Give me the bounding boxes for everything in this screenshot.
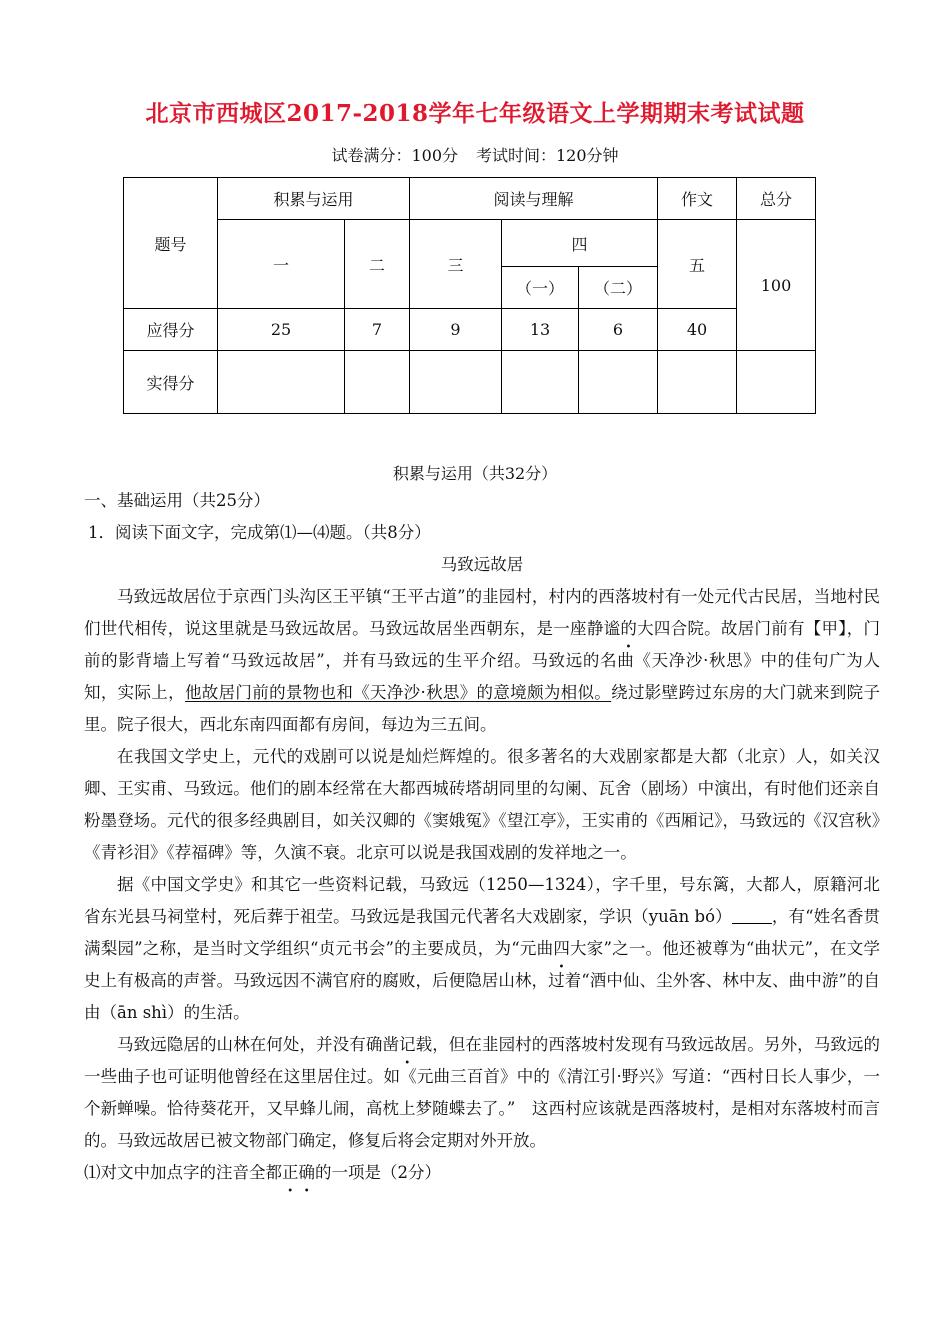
group-reading: 阅读与理解	[410, 178, 658, 220]
question-1-intro: 1．阅读下面文字，完成第⑴—⑷题。（共8分）	[88, 523, 431, 542]
p3-text-b: ，有“姓名香贯满梨园”之称，是当时文学组织“贞元书会”的主要成员，为“元	[84, 907, 880, 958]
exam-time: 考试时间：120分钟	[476, 146, 619, 165]
total-value: 100	[737, 220, 816, 351]
col-q2: 二	[345, 220, 410, 309]
col-q4: 四	[502, 220, 658, 267]
dotted-char: 谧	[603, 619, 621, 638]
actual-q4-2[interactable]	[579, 351, 658, 414]
section-title: 积累与运用（共32分）	[392, 464, 558, 483]
article-paragraph-3	[84, 869, 880, 1029]
col-q4-2: （二）	[579, 267, 658, 309]
article-paragraph-2: 在我国文学史上，元代的戏剧可以说是灿烂辉煌的。很多著名的大戏剧家都是大都（北京）人，如关汉卿、王实甫、马致远。他们的剧本经常在大都西城砖塔胡同里的勾阑、瓦舍（剧场）中演出，有时他们还亲自粉墨登场。元代的很多经典剧目，如关汉卿的《窦娥冤》《望江亭》，王实甫的《西厢记》，马致远的《汉宫秋》《青衫泪》《荐福碑》等，久演不衰。北京可以说是我国戏剧的发祥地之一。	[84, 747, 880, 862]
part-heading: 一、基础运用（共25分）	[84, 491, 270, 510]
p3-text-c: 四大家”之一。他还被尊为“曲状元”，在文学史上有极高的声誉。马致远因不满官府的腐败，后便隐居山林，过着“酒中仙、尘外客、林中友、曲中游”的自由（ān shì）的生活。	[84, 939, 880, 1022]
p4-text-b: 记载，但在韭园村的西落坡村发现有马致远故居。另外，马致远的一些曲子也可证明他曾经在这里居住过。如《元曲三百首》中的《清江引·野兴》写道：“西村日长人事少，一个新蝉噪。恰待葵花开，又早蜂儿闹，高枕上梦随蝶去了。” 这西村应该就是西落坡村，是相对东落坡村而言的。马致远故居已被文物部门确定，修复后将会定期对外开放。	[84, 1035, 881, 1150]
dotted-char: 正	[282, 1163, 299, 1182]
sq1-prefix: ⑴对文中加点字的注音全都	[84, 1163, 282, 1182]
p1-text-b: 的大四合院。故居门前有【甲】，门前的影背墙上写着“马致远故居”，并有马致远的生平介绍。马致远的名曲《天净沙·秋思》中的佳句广为人知，实际上，	[84, 619, 881, 702]
col-total: 总分	[737, 178, 816, 220]
p1-text-a: 马致远故居位于京西门头沟区王平镇“王平古道”的韭园村，村内的西落坡村有一处元代古民居，当地村民们世代相传，说这里就是马致远故居。马致远故居坐西朝东，是一座静	[84, 587, 880, 638]
underlined-sentence: 他故居门前的景物也和《天净沙·秋思》的意境颇为相似。	[184, 683, 612, 702]
col-q4-1: （一）	[502, 267, 579, 309]
dotted-char: 曲	[536, 939, 554, 958]
article-paragraph-4	[84, 1029, 880, 1157]
article-title: 马致远故居	[440, 555, 524, 574]
expected-q5: 40	[658, 309, 737, 351]
page-title: 北京市西城区2017-2018学年七年级语文上学期期末考试试题	[145, 100, 805, 127]
expected-q3: 9	[410, 309, 502, 351]
p1-text-c: 绕过影壁跨过东房的大门就来到院子里。院子很大，西北东南四面都有房间，每边为三五间。	[84, 683, 881, 734]
dotted-char: 凿	[382, 1035, 400, 1054]
col-q3: 三	[410, 220, 502, 309]
expected-q2: 7	[345, 309, 410, 351]
answer-blank[interactable]	[732, 905, 772, 924]
dotted-char: 确	[298, 1163, 315, 1182]
actual-q1[interactable]	[218, 351, 345, 414]
actual-label: 实得分	[124, 351, 218, 414]
group-accumulate: 积累与运用	[218, 178, 410, 220]
expected-q4-1: 13	[502, 309, 579, 351]
sq1-suffix: 的一项是（2分）	[315, 1163, 441, 1182]
expected-q4-2: 6	[579, 309, 658, 351]
actual-q5[interactable]	[658, 351, 737, 414]
question-content	[84, 485, 880, 1189]
sub-question-1	[84, 1157, 880, 1189]
col-q1: 一	[218, 220, 345, 309]
exam-info	[0, 143, 950, 166]
question-no-header: 题号	[124, 178, 218, 309]
expected-label: 应得分	[124, 309, 218, 351]
p4-text-a: 马致远隐居的山林在何处，并没有确	[117, 1035, 383, 1054]
p3-text-a: 据《中国文学史》和其它一些资料记载，马致远（1250—1324），字千里，号东篱，大都人，原籍河北省东光县马祠堂村，死后葬于祖茔。马致远是我国元代著名大戏剧家，学识（yuān bó）	[84, 875, 880, 926]
actual-total[interactable]	[737, 351, 816, 414]
full-marks: 试卷满分：100分	[331, 146, 458, 165]
actual-q3[interactable]	[410, 351, 502, 414]
col-essay: 作文	[658, 178, 737, 220]
expected-q1: 25	[218, 309, 345, 351]
actual-q2[interactable]	[345, 351, 410, 414]
score-table	[123, 177, 816, 414]
col-q5: 五	[658, 220, 737, 309]
article-paragraph-1	[84, 581, 880, 741]
actual-q4-1[interactable]	[502, 351, 579, 414]
